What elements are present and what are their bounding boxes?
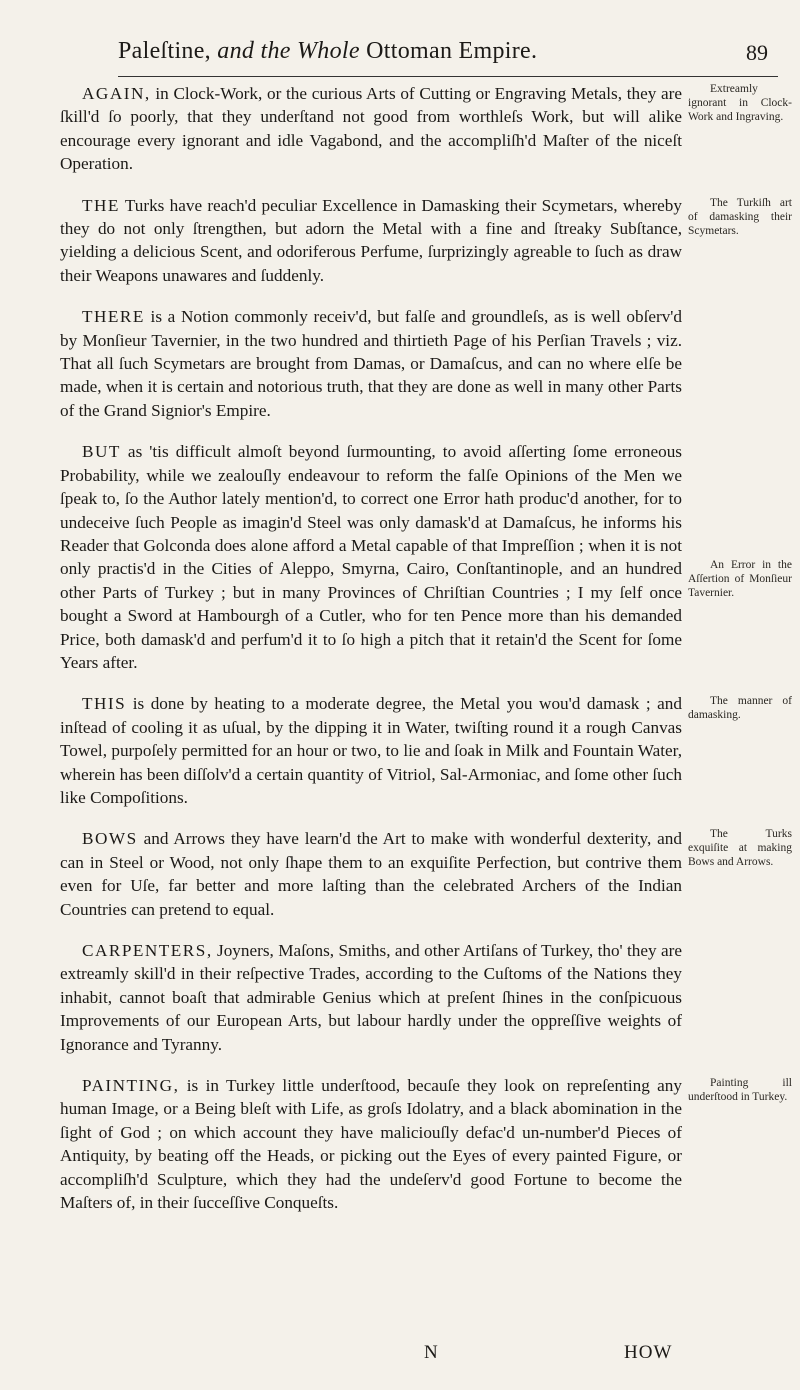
paragraph-lead: THE [82, 195, 120, 215]
paragraph-clock-work [60, 82, 792, 176]
page-body [60, 82, 792, 1232]
paragraph-tavernier-error [60, 440, 792, 674]
paragraph-notion [60, 305, 682, 422]
paragraph-text: is done by heating to a moderate degree, the Metal you wou'd damask ; and inſtead of cooling it as uſual, by the dipping it in Water, twiſting round it a rough Canvas Towel, purpoſely permitted for an hour or two, to lie and ſoak in Milk and Fountain Water, wherein has been diſſolv'd a certain quantity of Vitriol, Sal-Armoniac, and ſome other ſuch like Compoſitions. [60, 694, 682, 807]
paragraph-painting [60, 1074, 792, 1214]
margin-note: Extreamly ignorant in Clock-Work and Ingraving. [688, 83, 792, 123]
running-title-suffix: Ottoman Empire. [366, 38, 538, 64]
paragraph-lead: BOWS [82, 829, 138, 849]
paragraph-text: as 'tis difficult almoſt beyond ſurmounting, to avoid aſſerting ſome erroneous Probability, while we zealouſly endeavour to reform the falſe Opinions of the Men we ſpeak to, ſo the Author lately mention'd, to correct one Error hath produc'd another, for to undeceive ſuch People as imagin'd Steel was only damask'd at Damaſcus, he informs his Reader that Golconda does alone afford a Metal capable of that Impreſſion ; when it is not only practis'd in the Cities of Aleppo, Smyrna, Cairo, Conſtantinople, and an hundred other Parts of Turkey ; but in many Provinces of Chriſtian Countries ; I my ſelf once bought a Sword at Hambourgh of a Cutler, who for ten Pence more than his demanded Price, both damask'd and perfum'd it to ſo high a pitch that it retain'd the Scent for ſome Years after. [60, 442, 682, 672]
paragraph-text: Turks have reach'd peculiar Excellence in Damasking their Scymetars, whereby they do not only ſtrengthen, but adorn the Metal with a fine and ſtreaky Subſtance, yielding a delicious Scent, and odoriferous Perfume, ſurprizingly agreable to ſuch as draw their Weapons unawares and ſuddenly. [60, 195, 682, 285]
paragraph-bows-arrows [60, 827, 792, 921]
signature-mark: N [424, 1342, 438, 1363]
margin-note: The manner of damasking. [688, 695, 792, 722]
paragraph-text: is a Notion commonly receiv'd, but falſe and groundleſs, as is well obſerv'd by Monſieur Tavernier, in the two hundred and thirtieth Page of his Perſian Travels ; viz. That all ſuch Scymetars are brought from Damas, or Damaſcus, and can no where elſe be made, when it is certain and notorious truth, that they are done as well in many other Parts of the Grand Signior's Empire. [60, 307, 682, 420]
paragraph-text: Joyners, Maſons, Smiths, and other Artiſans of Turkey, tho' they are extreamly skill'd in their reſpective Trades, according to the Cuſtoms of the Nations they inhabit, cannot boaſt that admirable Genius which at preſent ſhines in the conſpicuous Improvements of our European Arts, but labour hardly under the oppreſſive weights of Ignorance and Tyranny. [60, 941, 682, 1054]
paragraph-lead: CARPENTERS, [82, 941, 213, 960]
paragraph-text: is in Turkey little underſtood, becauſe they look on repreſenting any human Image, or a Being bleſt with Life, as groſs Idolatry, and a black abomination in the ſight of God ; on which account they have maliciouſly defac'd un-number'd Pieces of Antiquity, by beating off the Heads, or picking out the Eyes of every painted Figure, or accompliſh'd Sculpture, which they had the undeſerv'd good Fortune to become the Maſters of, in their ſucceſſive Conqueſts. [60, 1076, 682, 1213]
paragraph-carpenters [60, 939, 682, 1056]
running-header [118, 38, 778, 77]
margin-note: The Turkiſh art of damasking their Scymetars. [688, 196, 792, 237]
paragraph-lead: BUT [82, 442, 121, 462]
running-title [118, 38, 537, 65]
paragraph-lead: THIS [82, 694, 127, 714]
paragraph-lead: PAINTING, [82, 1076, 180, 1096]
running-title-italic: and the Whole [217, 38, 360, 64]
paragraph-text: and Arrows they have learn'd the Art to make with wonderful dexterity, and can in Steel or Wood, not only ſhape them to an exquiſite Perfection, but contrive them even for Uſe, far better and more laſting than the celebrated Archers of the Indian Countries can pretend to equal. [60, 829, 682, 919]
catchword: HOW [624, 1342, 673, 1363]
page-footer [0, 1342, 800, 1368]
margin-note: An Error in the Aſſertion of Monſieur Tavernier. [688, 559, 792, 600]
paragraph-lead: THERE [82, 307, 145, 327]
paragraph-damask-manner [60, 692, 792, 809]
running-title-prefix: Paleſtine, [118, 38, 211, 64]
paragraph-text: in Clock-Work, or the curious Arts of Cutting or Engraving Metals, they are ſkill'd ſo poorly, that they underſtand not good from worthleſs Work, but will alike encourage every ignorant and idle Vagabond, and the accompliſh'd Maſter of the niceſt Operation. [60, 84, 682, 174]
page-number: 89 [746, 40, 768, 65]
margin-note: Painting ill underſtood in Turkey. [688, 1077, 792, 1104]
paragraph-lead: AGAIN, [82, 84, 151, 103]
margin-note: The Turks exquiſite at making Bows and Arrows. [688, 828, 792, 869]
paragraph-damasking [60, 194, 792, 288]
